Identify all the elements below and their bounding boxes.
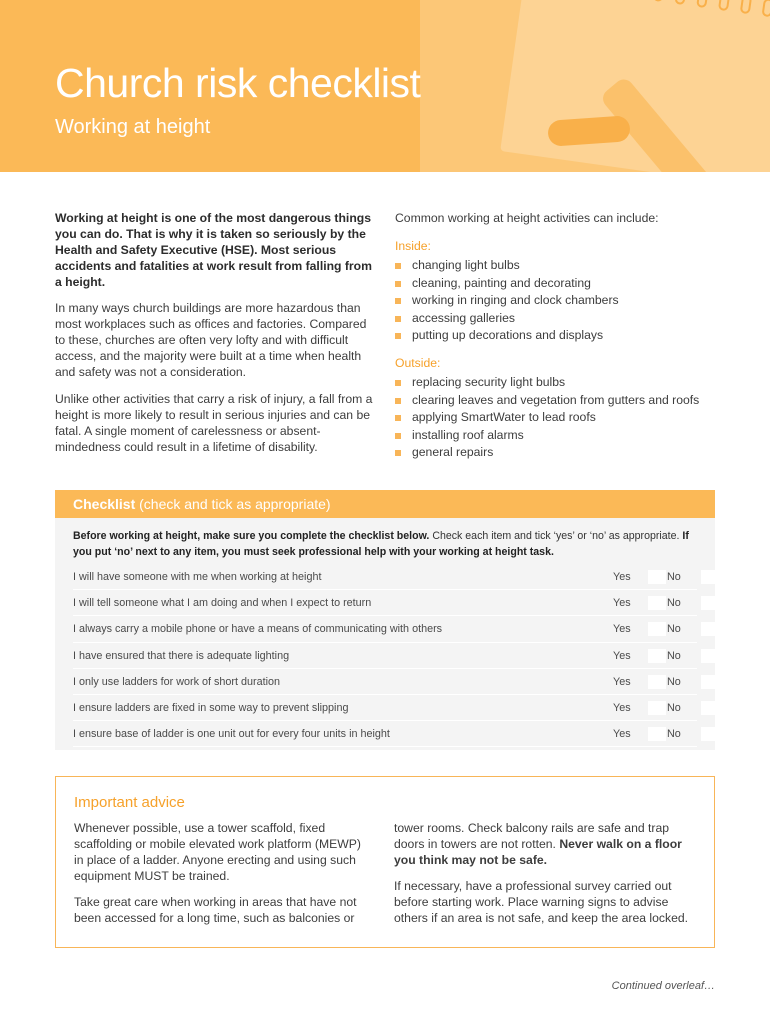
yes-label: Yes [613, 728, 631, 741]
bullet-icon [395, 263, 401, 269]
no-checkbox[interactable] [701, 727, 719, 741]
no-checkbox[interactable] [701, 570, 719, 584]
no-label: No [667, 649, 681, 662]
bullet-icon [395, 380, 401, 386]
checklist-title: Checklist [73, 496, 136, 512]
yes-label: Yes [613, 597, 631, 610]
no-checkbox[interactable] [701, 596, 719, 610]
intro-paragraph-2: Unlike other activities that carry a risk of injury, a fall from a height is more likely to result in serious injuries and can be fatal. A single moment of carelessness or absent-mindedness could result in a lifetime of disability. [55, 392, 373, 454]
checklist-rows [73, 564, 697, 747]
bullet-icon [395, 450, 401, 456]
checklist-item-text: I only use ladders for work of short duration [73, 675, 281, 688]
intro-lead: Working at height is one of the most dangerous things you can do. That is why it is taken so seriously by the Health and Safety Executive (HSE). Most serious accidents and fatalities at work result from falling from a height. [55, 211, 372, 289]
notepad-icon [500, 0, 770, 172]
checklist-panel [55, 518, 715, 750]
checklist-row [73, 564, 697, 590]
yes-checkbox[interactable] [648, 675, 666, 689]
inside-list [395, 257, 725, 345]
list-item: replacing security light bulbs [395, 374, 725, 392]
list-item: applying SmartWater to lead roofs [395, 409, 725, 427]
continued-overleaf: Continued overleaf… [611, 980, 715, 992]
checklist-item-text: I have ensured that there is adequate lighting [73, 649, 290, 662]
bullet-icon [395, 333, 401, 339]
yes-label: Yes [613, 701, 631, 714]
list-item: installing roof alarms [395, 427, 725, 445]
no-checkbox[interactable] [701, 675, 719, 689]
no-label: No [667, 701, 681, 714]
yes-label: Yes [613, 623, 631, 636]
list-item: general repairs [395, 444, 725, 462]
list-item: changing light bulbs [395, 257, 725, 275]
page-title: Church risk checklist [55, 60, 421, 106]
checklist-row [73, 669, 697, 695]
important-advice-box [55, 776, 715, 948]
bullet-icon [395, 316, 401, 322]
no-label: No [667, 728, 681, 741]
checklist-header [55, 490, 715, 518]
checklist-intro: Before working at height, make sure you complete the checklist below. Check each item and tick ‘yes’ or ‘no’ as appropriate. If you put ‘no’ next to any item, you must seek professional help with your working at height task. [73, 530, 689, 558]
yes-checkbox[interactable] [648, 701, 666, 715]
advice-paragraph: tower rooms. Check balcony rails are safe and trap doors in towers are not rotten. Never walk on a floor you think may not be safe. [394, 821, 682, 867]
list-item: working in ringing and clock chambers [395, 292, 725, 310]
checklist-item-text: I will have someone with me when working at height [73, 571, 322, 583]
yes-label: Yes [613, 675, 631, 688]
yes-checkbox[interactable] [648, 649, 666, 663]
checklist-row [73, 721, 697, 747]
no-label: No [667, 571, 681, 583]
bullet-icon [395, 433, 401, 439]
outside-label: Outside: [395, 355, 441, 370]
checklist-row [73, 616, 697, 642]
advice-paragraph: Whenever possible, use a tower scaffold, fixed scaffolding or mobile elevated work platform (MEWP) in place of a ladder. Anyone erecting and using such equipment MUST be trained. [74, 821, 361, 883]
bullet-icon [395, 281, 401, 287]
advice-paragraph: If necessary, have a professional survey carried out before starting work. Place warning signs to advise others if an area is not safe, and keep the area locked. [394, 879, 689, 925]
yes-checkbox[interactable] [648, 596, 666, 610]
yes-checkbox[interactable] [648, 727, 666, 741]
checklist-row [73, 643, 697, 669]
advice-title: Important advice [74, 794, 185, 811]
bullet-icon [395, 415, 401, 421]
activities-heading: Common working at height activities can include: [395, 211, 659, 225]
advice-column-left [74, 820, 372, 936]
list-item: accessing galleries [395, 310, 725, 328]
list-item: cleaning, painting and decorating [395, 275, 725, 293]
yes-label: Yes [613, 571, 631, 583]
bullet-icon [395, 298, 401, 304]
yes-checkbox[interactable] [648, 622, 666, 636]
bullet-icon [395, 398, 401, 404]
advice-column-right [394, 820, 694, 936]
checklist-title-note: (check and tick as appropriate) [139, 496, 331, 512]
page-subtitle: Working at height [55, 116, 211, 138]
inside-label: Inside: [395, 238, 431, 253]
activities-column [395, 210, 725, 462]
no-checkbox[interactable] [701, 649, 719, 663]
header-banner [0, 0, 770, 172]
outside-list [395, 374, 725, 462]
yes-label: Yes [613, 649, 631, 662]
advice-paragraph: Take great care when working in areas that have not been accessed for a long time, such as balconies or [74, 895, 357, 925]
checklist-row [73, 695, 697, 721]
list-item: clearing leaves and vegetation from gutters and roofs [395, 392, 725, 410]
checklist-item-text: I ensure base of ladder is one unit out for every four units in height [73, 728, 390, 741]
checklist-row [73, 590, 697, 616]
no-label: No [667, 597, 681, 610]
no-label: No [667, 623, 681, 636]
checklist-item-text: I always carry a mobile phone or have a means of communicating with others [73, 623, 443, 636]
intro-column-left [55, 210, 377, 466]
checklist-item-text: I will tell someone what I am doing and when I expect to return [73, 597, 372, 610]
no-checkbox[interactable] [701, 701, 719, 715]
list-item: putting up decorations and displays [395, 327, 725, 345]
checklist-item-text: I ensure ladders are fixed in some way to prevent slipping [73, 701, 349, 714]
intro-paragraph-1: In many ways church buildings are more hazardous than most workplaces such as offices and factories. Compared to these, churches are often very lofty and with difficult access, and the majority were built at a time when health and safety was not a consideration. [55, 301, 367, 379]
no-checkbox[interactable] [701, 622, 719, 636]
no-label: No [667, 675, 681, 688]
yes-checkbox[interactable] [648, 570, 666, 584]
